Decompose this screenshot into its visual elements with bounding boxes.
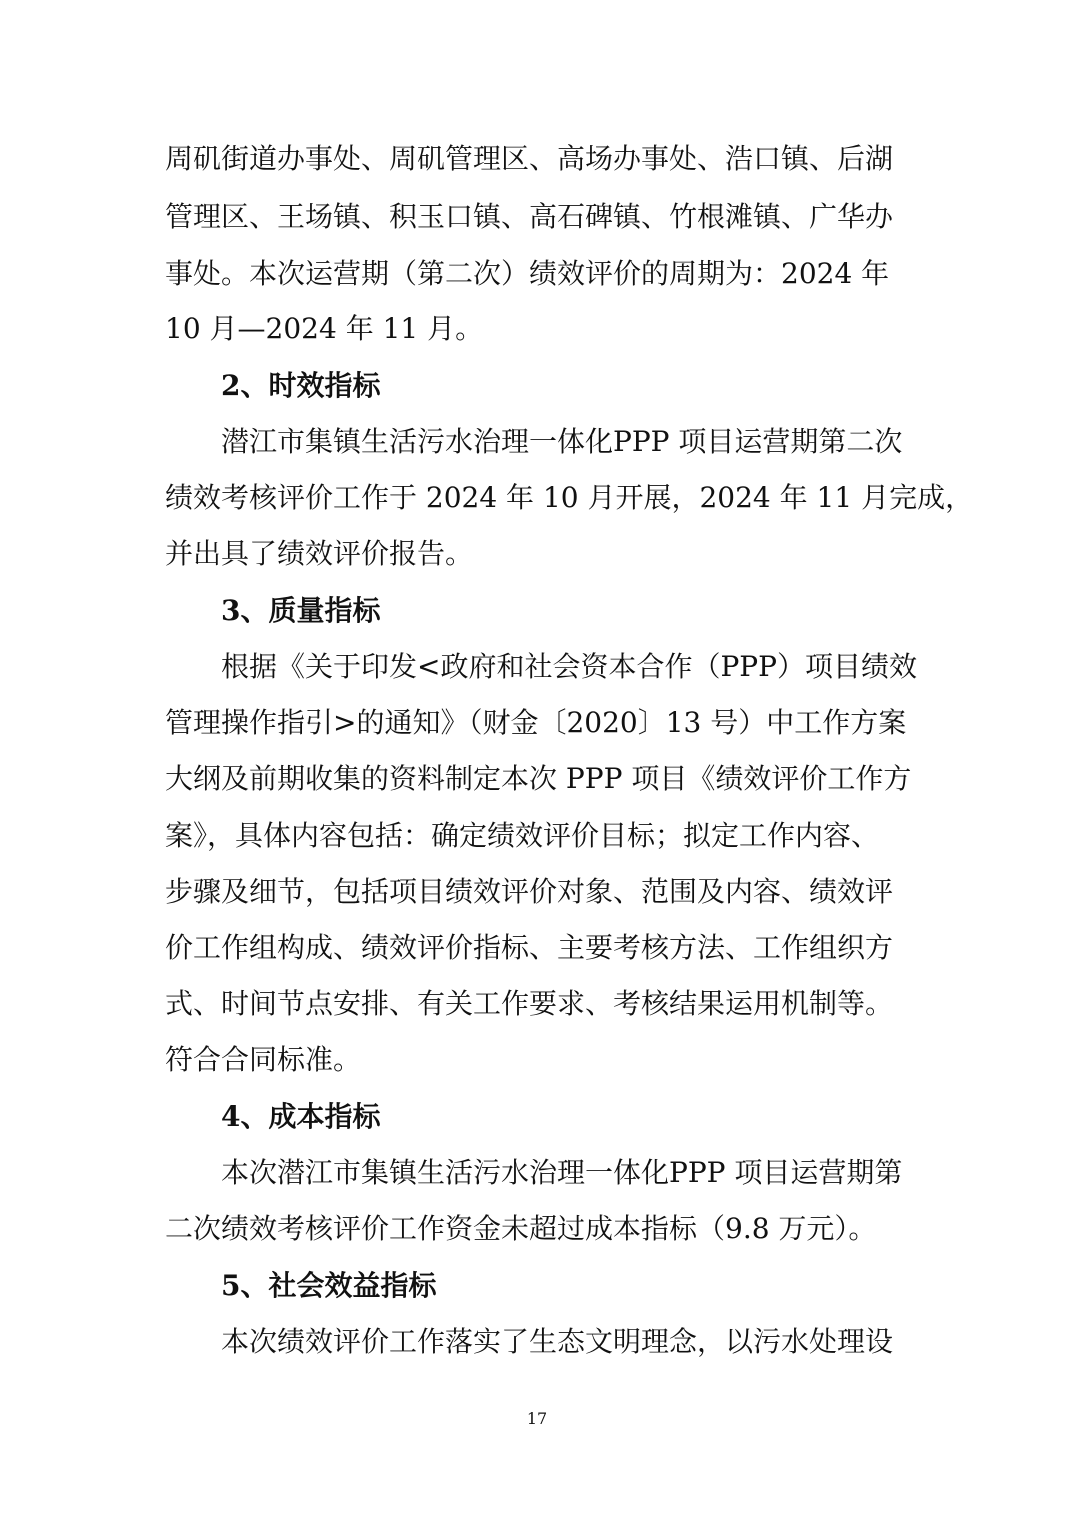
- body-text-line: 步骤及细节，包括项目绩效评价对象、范围及内容、绩效评: [165, 875, 894, 908]
- body-text-line: 大纲及前期收集的资料制定本次 PPP 项目《绩效评价工作方: [165, 762, 912, 795]
- page-number: 17: [526, 1409, 548, 1428]
- body-text-line: 案》，具体内容包括：确定绩效评价目标；拟定工作内容、: [165, 819, 880, 852]
- body-text-line: 式、时间节点安排、有关工作要求、考核结果运用机制等。: [165, 987, 894, 1020]
- body-text-line: 周矶街道办事处、周矶管理区、高场办事处、浩口镇、后湖: [165, 142, 894, 175]
- section-heading: 2、时效指标: [221, 369, 381, 402]
- body-text-line: 二次绩效考核评价工作资金未超过成本指标（9.8 万元）。: [165, 1212, 877, 1245]
- body-text-line: 根据《关于印发<政府和社会资本合作（PPP）项目绩效: [221, 650, 917, 683]
- body-text-line: 事处。本次运营期（第二次）绩效评价的周期为：2024 年: [165, 257, 890, 290]
- section-heading: 5、社会效益指标: [221, 1269, 437, 1302]
- body-text-line: 本次绩效评价工作落实了生态文明理念，以污水处理设: [221, 1325, 894, 1358]
- body-text-line: 价工作组构成、绩效评价指标、主要考核方法、工作组织方: [165, 931, 894, 964]
- body-text-line: 并出具了绩效评价报告。: [165, 537, 474, 570]
- body-text-line: 管理区、王场镇、积玉口镇、高石碑镇、竹根滩镇、广华办: [165, 200, 894, 233]
- section-heading: 3、质量指标: [221, 594, 381, 627]
- body-text-line: 潜江市集镇生活污水治理一体化PPP 项目运营期第二次: [221, 425, 903, 458]
- section-heading: 4、成本指标: [221, 1100, 381, 1133]
- body-text-line: 10 月—2024 年 11 月。: [165, 312, 484, 345]
- body-text-line: 绩效考核评价工作于 2024 年 10 月开展，2024 年 11 月完成，: [165, 481, 974, 514]
- body-text-line: 管理操作指引>的通知》（财金〔2020〕13 号）中工作方案: [165, 706, 907, 739]
- body-text-line: 符合合同标准。: [165, 1043, 362, 1076]
- body-text-line: 本次潜江市集镇生活污水治理一体化PPP 项目运营期第: [221, 1156, 903, 1189]
